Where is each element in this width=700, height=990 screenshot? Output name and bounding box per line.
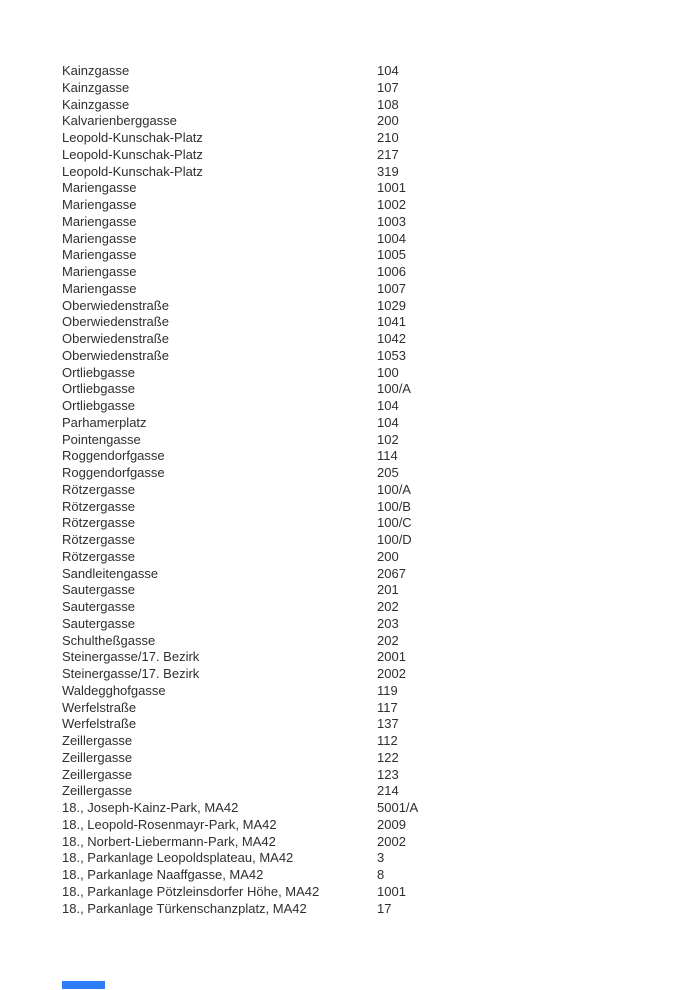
street-name: Waldegghofgasse — [62, 682, 166, 698]
street-name: Oberwiedenstraße — [62, 314, 169, 330]
street-name: Mariengasse — [62, 230, 137, 246]
facility-number: 210 — [377, 130, 399, 145]
list-item — [62, 700, 662, 717]
list-item — [62, 113, 662, 130]
list-item — [62, 549, 662, 566]
facility-number: 1004 — [377, 230, 406, 246]
street-name: Steinergasse/17. Bezirk — [62, 649, 200, 665]
street-name: Rötzergasse — [62, 532, 135, 547]
facility-number: 17 — [377, 900, 392, 916]
street-name: Pointengasse — [62, 431, 141, 447]
list-item — [62, 365, 662, 382]
bottom-left-blue-fragment — [62, 981, 105, 989]
facility-number: 1002 — [377, 197, 406, 212]
street-name: Steinergasse/17. Bezirk — [62, 666, 200, 681]
street-name: Rötzergasse — [62, 481, 135, 497]
street-name: Mariengasse — [62, 247, 137, 263]
facility-number: 100/D — [377, 532, 412, 547]
street-name: 18., Parkanlage Naaffgasse, MA42 — [62, 867, 264, 882]
facility-number: 8 — [377, 867, 385, 882]
street-name: Rötzergasse — [62, 548, 135, 564]
list-item — [62, 582, 662, 599]
facility-number: 1001 — [377, 180, 406, 196]
list-item — [62, 214, 662, 231]
facility-number: 100/C — [377, 515, 412, 531]
list-item — [62, 884, 662, 901]
facility-number: 203 — [377, 615, 399, 631]
facility-number: 201 — [377, 582, 399, 598]
list-item — [62, 716, 662, 733]
facility-number: 2002 — [377, 666, 406, 681]
list-item — [62, 164, 662, 181]
list-item — [62, 465, 662, 482]
street-number-list — [62, 63, 662, 917]
list-item — [62, 348, 662, 365]
street-name: Roggendorfgasse — [62, 448, 165, 464]
facility-number: 1041 — [377, 314, 406, 330]
list-item — [62, 448, 662, 465]
facility-number: 100/A — [377, 381, 411, 397]
facility-number: 1042 — [377, 331, 406, 346]
street-name: Oberwiedenstraße — [62, 331, 169, 346]
street-name: Zeillergasse — [62, 733, 133, 748]
list-item — [62, 683, 662, 700]
street-name: Ortliebgasse — [62, 381, 135, 397]
street-name: Roggendorfgasse — [62, 465, 165, 480]
facility-number: 5001/A — [377, 800, 419, 815]
facility-number: 104 — [377, 63, 399, 78]
facility-number: 214 — [377, 783, 399, 799]
facility-number: 3 — [377, 850, 385, 866]
street-name: Kainzgasse — [62, 96, 130, 112]
street-name: Mariengasse — [62, 213, 137, 229]
list-item — [62, 532, 662, 549]
facility-number: 122 — [377, 749, 399, 765]
street-name: Mariengasse — [62, 180, 137, 196]
facility-number: 112 — [377, 733, 398, 748]
street-name: Leopold-Kunschak-Platz — [62, 146, 203, 162]
list-item — [62, 130, 662, 147]
list-item — [62, 381, 662, 398]
list-item — [62, 180, 662, 197]
street-name: Sautergasse — [62, 615, 135, 631]
list-item — [62, 767, 662, 784]
facility-number: 202 — [377, 599, 399, 614]
list-item — [62, 147, 662, 164]
street-name: 18., Leopold-Rosenmayr-Park, MA42 — [62, 816, 277, 832]
street-name: Zeillergasse — [62, 749, 133, 765]
facility-number: 200 — [377, 113, 399, 129]
facility-number: 117 — [377, 699, 398, 715]
list-item — [62, 834, 662, 851]
list-item — [62, 783, 662, 800]
facility-number: 319 — [377, 163, 399, 179]
facility-number: 217 — [377, 146, 399, 162]
list-item — [62, 197, 662, 214]
facility-number: 114 — [377, 448, 398, 464]
facility-number: 100/A — [377, 481, 411, 497]
facility-number: 1006 — [377, 264, 406, 279]
street-name: Oberwiedenstraße — [62, 347, 169, 363]
facility-number: 107 — [377, 79, 399, 95]
list-item — [62, 817, 662, 834]
street-name: Mariengasse — [62, 197, 137, 212]
list-item — [62, 482, 662, 499]
list-item — [62, 398, 662, 415]
list-item — [62, 633, 662, 650]
list-item — [62, 499, 662, 516]
facility-number: 100 — [377, 364, 399, 380]
facility-number: 2001 — [377, 649, 406, 665]
street-name: 18., Parkanlage Türkenschanzplatz, MA42 — [62, 900, 307, 916]
street-name: Ortliebgasse — [62, 364, 135, 380]
facility-number: 2067 — [377, 565, 406, 581]
street-name: Mariengasse — [62, 280, 137, 296]
list-item — [62, 298, 662, 315]
list-item — [62, 231, 662, 248]
facility-number: 102 — [377, 431, 399, 447]
list-item — [62, 331, 662, 348]
list-item — [62, 800, 662, 817]
list-item — [62, 733, 662, 750]
facility-number: 202 — [377, 632, 399, 648]
list-item — [62, 63, 662, 80]
list-item — [62, 97, 662, 114]
facility-number: 1003 — [377, 213, 406, 229]
facility-number: 1029 — [377, 297, 406, 313]
street-name: Sautergasse — [62, 599, 135, 614]
list-item — [62, 415, 662, 432]
street-name: 18., Joseph-Kainz-Park, MA42 — [62, 800, 239, 815]
facility-number: 108 — [377, 96, 399, 112]
list-item — [62, 281, 662, 298]
street-name: Rötzergasse — [62, 498, 135, 514]
list-item — [62, 566, 662, 583]
facility-number: 123 — [377, 766, 399, 782]
facility-number: 104 — [377, 414, 399, 430]
list-item — [62, 80, 662, 97]
list-item — [62, 264, 662, 281]
street-name: 18., Norbert-Liebermann-Park, MA42 — [62, 833, 276, 849]
facility-number: 137 — [377, 716, 399, 732]
list-item — [62, 599, 662, 616]
facility-number: 2009 — [377, 816, 406, 832]
street-name: Leopold-Kunschak-Platz — [62, 163, 203, 179]
street-name: Zeillergasse — [62, 783, 133, 799]
street-name: Oberwiedenstraße — [62, 297, 169, 313]
street-name: Schultheßgasse — [62, 632, 156, 648]
street-name: Werfelstraße — [62, 716, 137, 732]
street-name: Kainzgasse — [62, 79, 130, 95]
list-item — [62, 314, 662, 331]
street-name: Rötzergasse — [62, 515, 135, 531]
list-item — [62, 649, 662, 666]
street-name: Werfelstraße — [62, 699, 137, 715]
street-name: Sandleitengasse — [62, 565, 159, 581]
street-name: Parhamerplatz — [62, 414, 147, 430]
list-item — [62, 616, 662, 633]
street-name: Kalvarienberggasse — [62, 113, 177, 129]
list-item — [62, 432, 662, 449]
street-name: 18., Parkanlage Pötzleinsdorfer Höhe, MA42 — [62, 883, 320, 899]
facility-number: 1007 — [377, 280, 406, 296]
list-item — [62, 666, 662, 683]
facility-number: 119 — [377, 682, 398, 698]
list-item — [62, 247, 662, 264]
list-item — [62, 867, 662, 884]
street-name: Kainzgasse — [62, 63, 130, 78]
street-name: Mariengasse — [62, 264, 137, 279]
list-item — [62, 750, 662, 767]
facility-number: 2002 — [377, 833, 406, 849]
list-item — [62, 515, 662, 532]
list-item — [62, 901, 662, 918]
facility-number: 1001 — [377, 883, 406, 899]
street-name: Zeillergasse — [62, 766, 133, 782]
facility-number: 100/B — [377, 498, 411, 514]
street-name: 18., Parkanlage Leopoldsplateau, MA42 — [62, 850, 294, 866]
street-name: Ortliebgasse — [62, 398, 135, 413]
street-name: Sautergasse — [62, 582, 135, 598]
list-item — [62, 850, 662, 867]
facility-number: 104 — [377, 398, 399, 413]
street-name: Leopold-Kunschak-Platz — [62, 130, 203, 145]
facility-number: 1005 — [377, 247, 406, 263]
facility-number: 200 — [377, 548, 399, 564]
facility-number: 205 — [377, 465, 399, 480]
facility-number: 1053 — [377, 347, 406, 363]
